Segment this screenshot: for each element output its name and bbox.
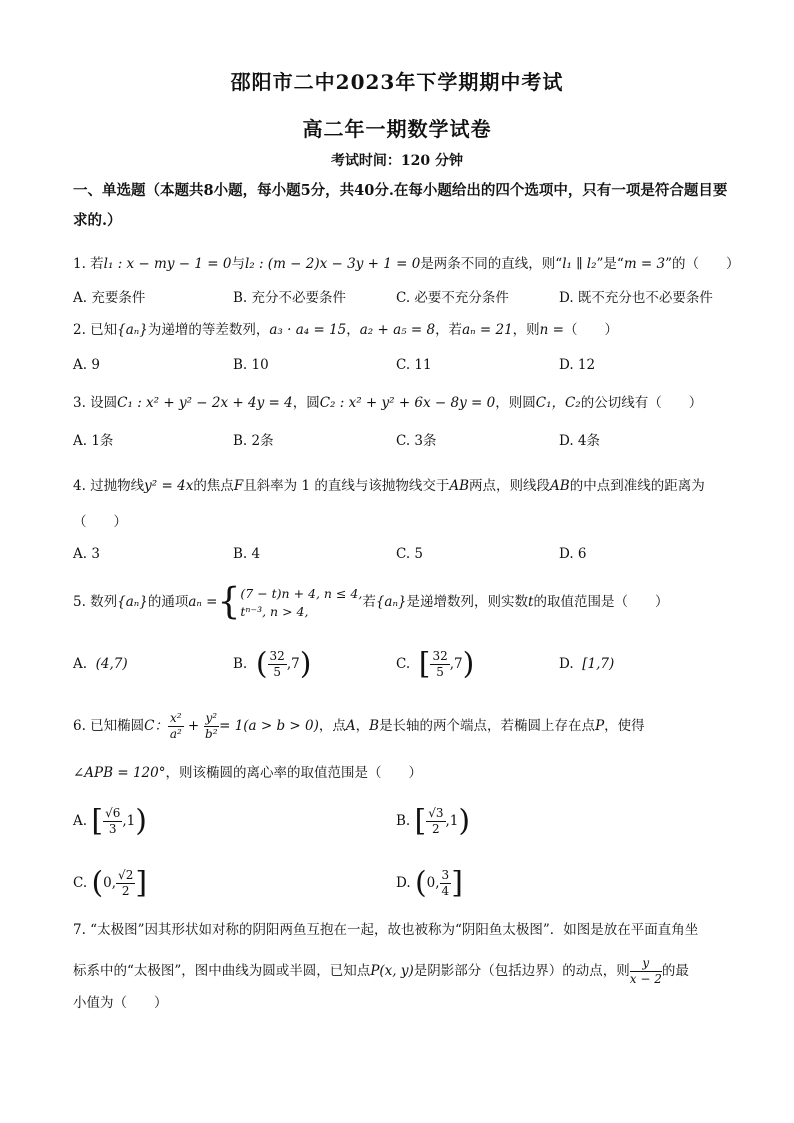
option-b: B. 10 bbox=[233, 357, 269, 373]
exam-time: 考试时间：120 分钟 bbox=[330, 153, 464, 169]
option-c: C. 5 bbox=[396, 546, 424, 562]
option-c: C. 必要不充分条件 bbox=[396, 290, 509, 306]
question-7-line2: 标系中的“太极图”，图中曲线为圆或半圆，已知点P(x, y)是阴影部分（包括边界）的动点，则 $\frac{y}{x - 2}$ 的最 bbox=[73, 956, 689, 986]
question-1: 1. 若l₁ : x − my − 1 = 0与l₂ : (m − 2)x − 3y + 1 = 0是两条不同的直线，则“l₁ ∥ l₂”是“m = 3”的（ ） bbox=[73, 256, 740, 272]
option-c: C. (0, $\frac{√2}{2}$ ] bbox=[73, 865, 148, 901]
option-a: A. 9 bbox=[73, 357, 100, 373]
option-b: B. 2条 bbox=[233, 433, 274, 449]
option-c: C. [ $\frac{32}{5}$ ,7) bbox=[396, 646, 475, 682]
question-3: 3. 设圆C₁ : x² + y² − 2x + 4y = 4，圆C₂ : x² + y² + 6x − 8y = 0，则圆C₁，C₂的公切线有（ ） bbox=[73, 395, 703, 411]
exam-title: 邵阳市二中2023年下学期期中考试 bbox=[230, 70, 564, 94]
option-c: C. 11 bbox=[396, 357, 432, 373]
question-6-options-row2 bbox=[73, 861, 733, 905]
option-a: A. [ $\frac{√6}{3}$ ,1) bbox=[73, 803, 147, 839]
question-7-line1: 7. “太极图”因其形状如对称的阴阳两鱼互抱在一起，故也被称为“阴阳鱼太极图”．如图是放在平面直角坐 bbox=[73, 922, 699, 938]
option-a: A. 3 bbox=[73, 546, 100, 562]
question-4-options bbox=[73, 546, 733, 566]
option-c: C. 3条 bbox=[396, 433, 437, 449]
option-a: A. 充要条件 bbox=[73, 290, 146, 306]
question-2-options bbox=[73, 357, 733, 377]
question-6: 6. 已知椭圆C： $\frac{\text{x²}}{\text{a²}}$ + $\frac{\text{y²}}{\text{b²}}$ = 1(a > b > 0)，点A，B是长轴的两个端点，若椭圆上存在点P，使得 bbox=[73, 711, 645, 741]
question-6-line2: ∠APB = 120°，则该椭圆的离心率的取值范围是（ ） bbox=[73, 765, 422, 781]
option-b: B. 充分不必要条件 bbox=[233, 290, 347, 306]
option-b: B. [ $\frac{√3}{2}$ ,1) bbox=[396, 803, 471, 839]
option-d: D. [1,7) bbox=[559, 656, 615, 672]
question-1-options bbox=[73, 286, 733, 306]
exam-subtitle: 高二年一期数学试卷 bbox=[302, 117, 492, 141]
option-b: B. ( $\frac{32}{5}$ ,7) bbox=[233, 646, 312, 682]
question-6-options-row1 bbox=[73, 799, 733, 843]
question-5: 5. 数列{aₙ}的通项aₙ ={ (7 − t)n + 4, n ≤ 4, tⁿ⁻³, n > 4, 若{aₙ}是递增数列，则实数t的取值范围是（ ） bbox=[73, 581, 669, 623]
question-5-options bbox=[73, 642, 733, 686]
option-d: D. 4条 bbox=[559, 433, 601, 449]
question-7-line3: 小值为（ ） bbox=[73, 995, 168, 1011]
option-a: A. (4,7) bbox=[73, 656, 128, 672]
question-2: 2. 已知{aₙ}为递增的等差数列，a₃ · a₄ = 15，a₂ + a₅ = 8，若aₙ = 21，则n =（ ） bbox=[73, 322, 618, 338]
option-d: D. 既不充分也不必要条件 bbox=[559, 290, 713, 306]
option-a: A. 1条 bbox=[73, 433, 114, 449]
option-d: D. 12 bbox=[559, 357, 596, 373]
question-3-options bbox=[73, 429, 733, 449]
section-heading: 一、单选题（本题共8小题，每小题5分，共40分.在每小题给出的四个选项中，只有一项是符合题目要求的.） bbox=[73, 182, 728, 229]
option-b: B. 4 bbox=[233, 546, 261, 562]
option-d: D. (0, $\frac{3}{4}$ ] bbox=[396, 865, 463, 901]
option-d: D. 6 bbox=[559, 546, 587, 562]
question-4: 4. 过抛物线y² = 4x的焦点F且斜率为 1 的直线与该抛物线交于AB两点，则线段AB的中点到准线的距离为（ ） bbox=[73, 478, 705, 530]
